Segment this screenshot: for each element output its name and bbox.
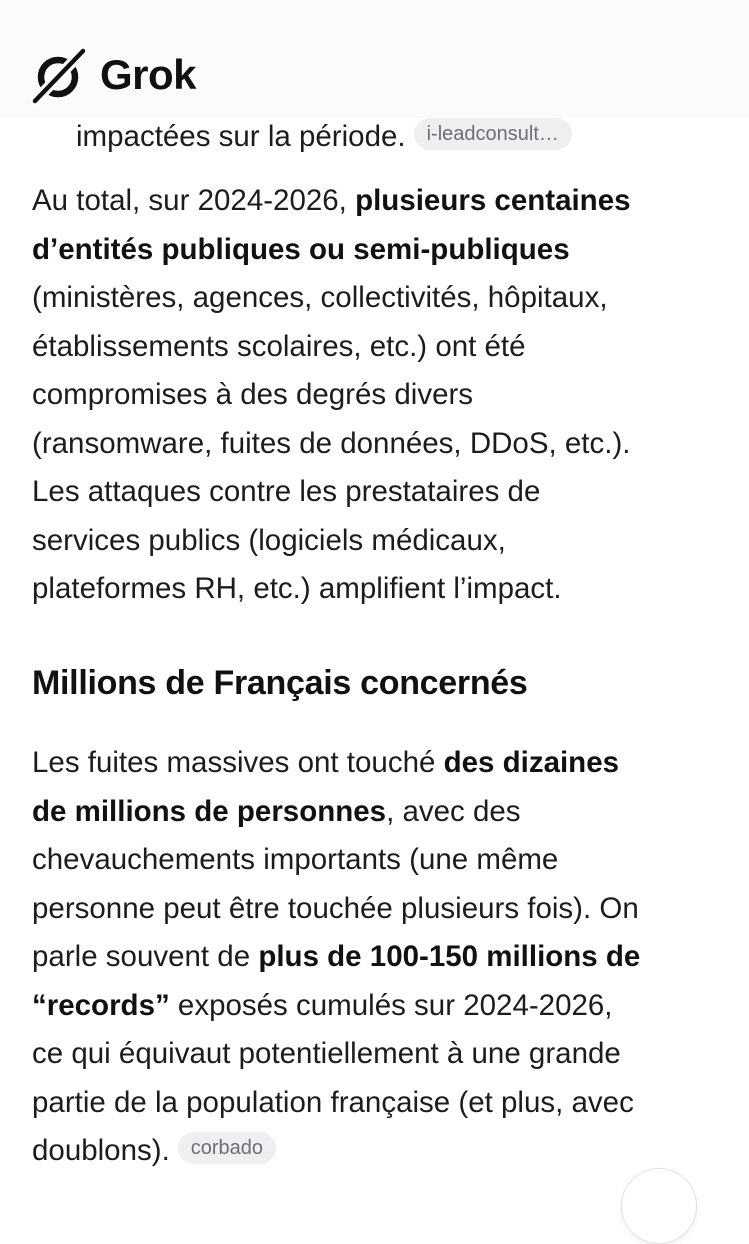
text: doublons). bbox=[32, 1134, 170, 1167]
bold-text: plus de 100-150 millions de bbox=[258, 940, 641, 973]
app-header bbox=[0, 0, 749, 118]
text: compromises à des degrés divers bbox=[32, 378, 474, 411]
text: , avec des bbox=[386, 794, 521, 828]
text: (ministères, agences, collectivités, hôpitaux, bbox=[32, 281, 608, 314]
bold-text: d’entités publiques ou semi-publiques bbox=[32, 232, 570, 266]
bold-text: “records” bbox=[32, 988, 170, 1022]
text: personne peut être touchée plusieurs fois). On bbox=[32, 891, 639, 925]
text: services publics (logiciels médicaux, bbox=[32, 523, 506, 557]
source-chip[interactable]: i-leadconsult… bbox=[414, 118, 572, 150]
carry-text: impactées sur la période. bbox=[76, 120, 406, 153]
bold-text: de millions de personnes bbox=[32, 794, 387, 828]
text: Les attaques contre les prestataires de bbox=[32, 475, 541, 508]
app-name: Grok bbox=[100, 51, 197, 98]
grok-logo[interactable] bbox=[30, 44, 196, 106]
text: Au total, sur 2024-2026, bbox=[32, 184, 356, 217]
text: parle souvent de bbox=[32, 940, 259, 973]
paragraph-people bbox=[32, 739, 732, 1176]
section-heading: Millions de Français concernés bbox=[32, 664, 528, 702]
list-item-continuation bbox=[76, 113, 749, 162]
source-chip[interactable]: corbado bbox=[178, 1132, 276, 1164]
text: chevauchements importants (une même bbox=[32, 843, 559, 876]
text: ce qui équivaut potentiellement à une grande bbox=[32, 1037, 621, 1070]
text: partie de la population française (et plus, avec bbox=[32, 1085, 634, 1119]
paragraph-entities bbox=[32, 177, 732, 614]
text: plateformes RH, etc.) amplifient l’impact. bbox=[32, 572, 562, 605]
text: (ransomware, fuites de données, DDoS, etc.). bbox=[32, 426, 631, 460]
bold-text: plusieurs centaines bbox=[355, 184, 631, 217]
grok-logo-icon bbox=[30, 44, 90, 106]
text: exposés cumulés sur 2024-2026, bbox=[169, 988, 613, 1022]
bold-text: des dizaines bbox=[443, 746, 620, 779]
scroll-down-button[interactable] bbox=[621, 1168, 697, 1244]
text: établissements scolaires, etc.) ont été bbox=[32, 329, 526, 363]
text: Les fuites massives ont touché bbox=[32, 746, 444, 779]
